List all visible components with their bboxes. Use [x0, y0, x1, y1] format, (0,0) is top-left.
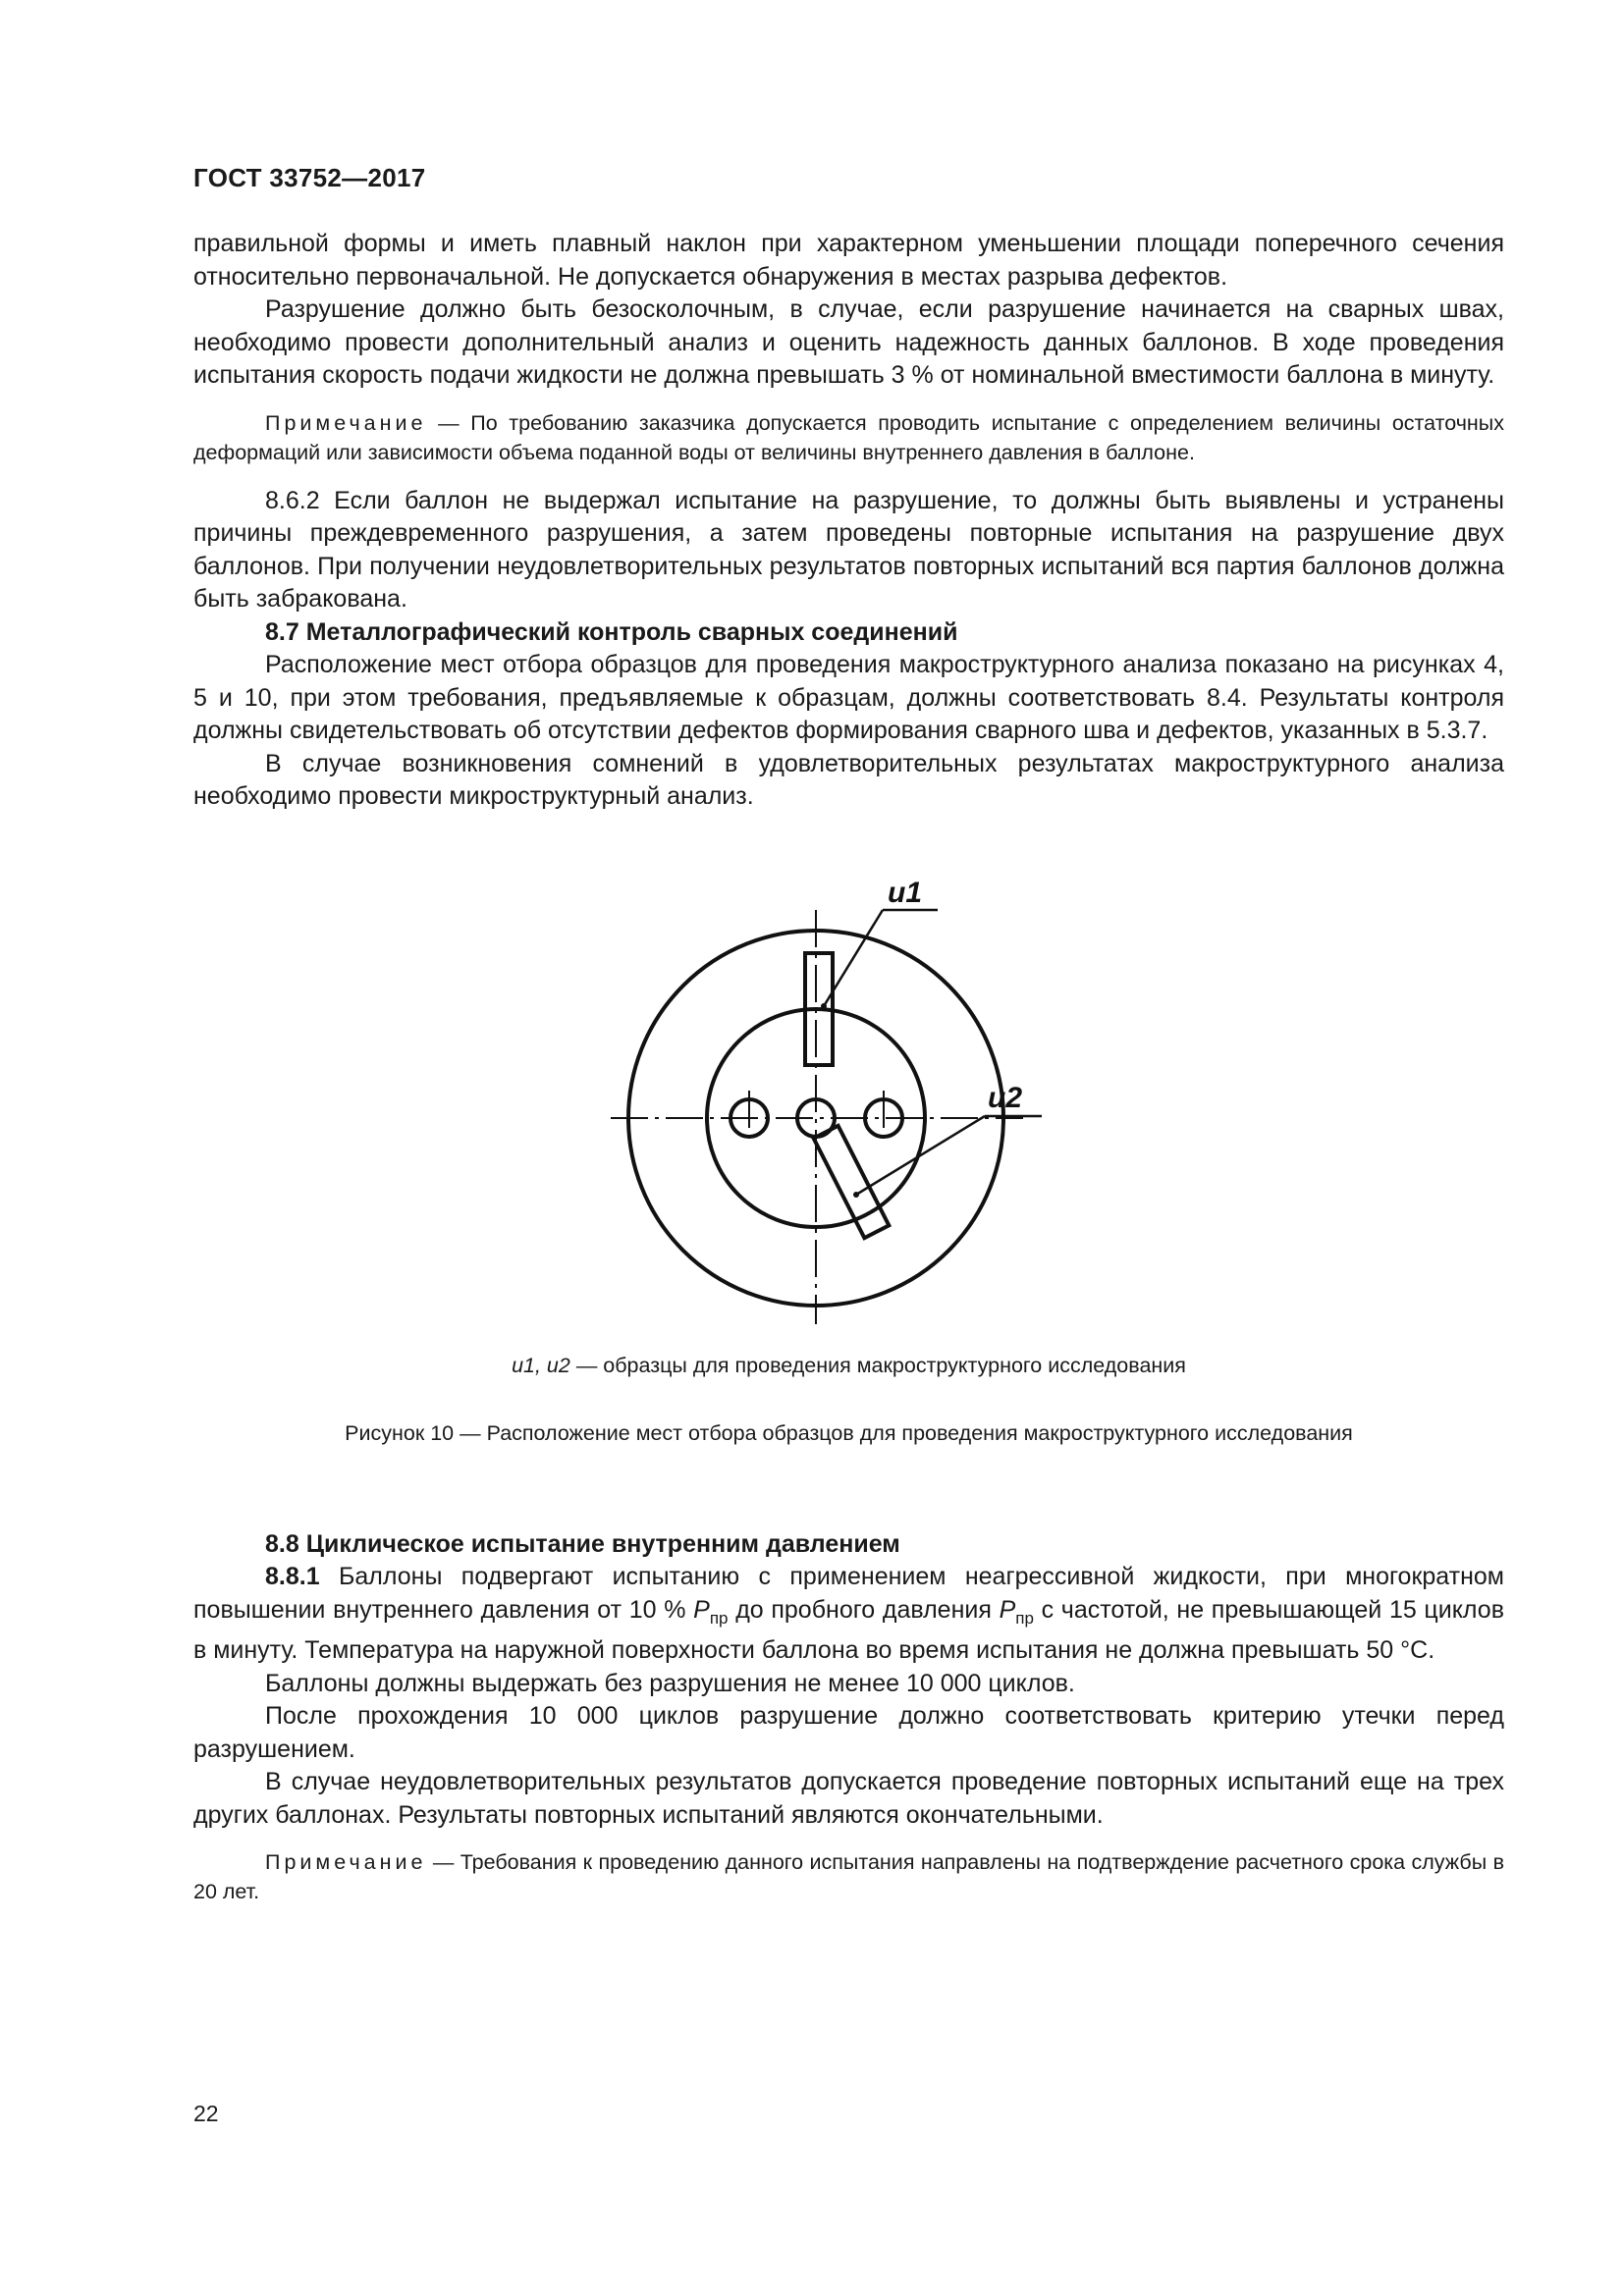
figure-caption: Рисунок 10 — Расположение мест отбора образцов для проведения макроструктурного исследования — [345, 1420, 1353, 1445]
paragraph: 8.6.2 Если баллон не выдержал испытание на разрушение, то должны быть выявлены и устранены причины преждевременного разрушения, а затем проведены повторные испытания на разрушение двух баллонов. При получении неудовлетворительных результатов повторных испытаний вся партия баллонов должна быть забракована. — [193, 486, 1504, 613]
page-content — [193, 228, 1504, 1924]
note-text: — Требования к проведению данного испытания направлены на подтверждение расчетного срока службы в 20 лет. — [193, 1850, 1504, 1903]
leader-u1-dot — [821, 1003, 827, 1009]
paragraph: 8.8.1 Баллоны подвергают испытанию с применением неагрессивной жидкости, при многократном повышении внутреннего давления от 10 % $P_{пр}$ до пробного давления $P_{пр}$ с частотой, не превышающей 15 циклов в минуту. Температура на наружной поверхности баллона во время испытания не должна превышать 50 °C. — [193, 1563, 1504, 1664]
leader-u2-dot — [853, 1192, 859, 1198]
note-text: — По требованию заказчика допускается проводить испытание с определением величины остаточных деформаций или зависимости объема поданной воды от величины внутреннего давления в баллоне. — [193, 410, 1504, 464]
figure — [193, 814, 1504, 1354]
note-label: Примечание — [265, 1850, 427, 1874]
clause-number: 8.8.1 — [265, 1563, 320, 1590]
label-u1: u1 — [888, 876, 923, 909]
label-u2: u2 — [988, 1081, 1023, 1114]
figure-legend — [193, 1354, 1504, 1378]
note-label: Примечание — [265, 410, 427, 435]
page-number: 22 — [193, 2101, 219, 2126]
figure-drawing — [193, 814, 1504, 1354]
paragraph: Баллоны должны выдержать без разрушения не менее 10 000 циклов. — [265, 1669, 1075, 1697]
note — [193, 408, 1504, 467]
paragraph: В случае возникновения сомнений в удовлетворительных результатах макроструктурного анализа необходимо провести микроструктурный анализ. — [193, 749, 1504, 810]
note — [193, 1847, 1504, 1906]
section-heading: 8.8 Циклическое испытание внутренним давлением — [265, 1529, 900, 1558]
document-header: ГОСТ 33752—2017 — [193, 163, 426, 192]
paragraph: правильной формы и иметь плавный наклон при характерном уменьшении площади поперечного сечения относительно первоначальной. Не допускается обнаружения в местах разрыва дефектов. — [193, 230, 1504, 291]
paragraph: В случае неудовлетворительных результатов допускается проведение повторных испытаний еще на трех других баллонах. Результаты повторных испытаний являются окончательными. — [193, 1768, 1504, 1829]
legend-text: — образцы для проведения макроструктурного исследования — [569, 1353, 1186, 1377]
legend-symbols: u1, u2 — [512, 1353, 570, 1377]
leader-u2 — [856, 1116, 985, 1195]
paragraph: После прохождения 10 000 циклов разрушение должно соответствовать критерию утечки перед разрушением. — [193, 1702, 1504, 1763]
paragraph: Разрушение должно быть безосколочным, в случае, если разрушение начинается на сварных швах, необходимо провести дополнительный анализ и оценить надежность данных баллонов. В ходе проведения испытания скорость подачи жидкости не должна превышать 3 % от номинальной вместимости баллона в минуту. — [193, 295, 1504, 389]
paragraph: Расположение мест отбора образцов для проведения макроструктурного анализа показано на рисунках 4, 5 и 10, при этом требования, предъявляемые к образцам, должны соответствовать 8.4. Результаты контроля должны свидетельствовать об отсутствии дефектов формирования сварного шва и дефектов, указанных в 5.3.7. — [193, 651, 1504, 744]
section-heading: 8.7 Металлографический контроль сварных соединений — [265, 617, 958, 646]
